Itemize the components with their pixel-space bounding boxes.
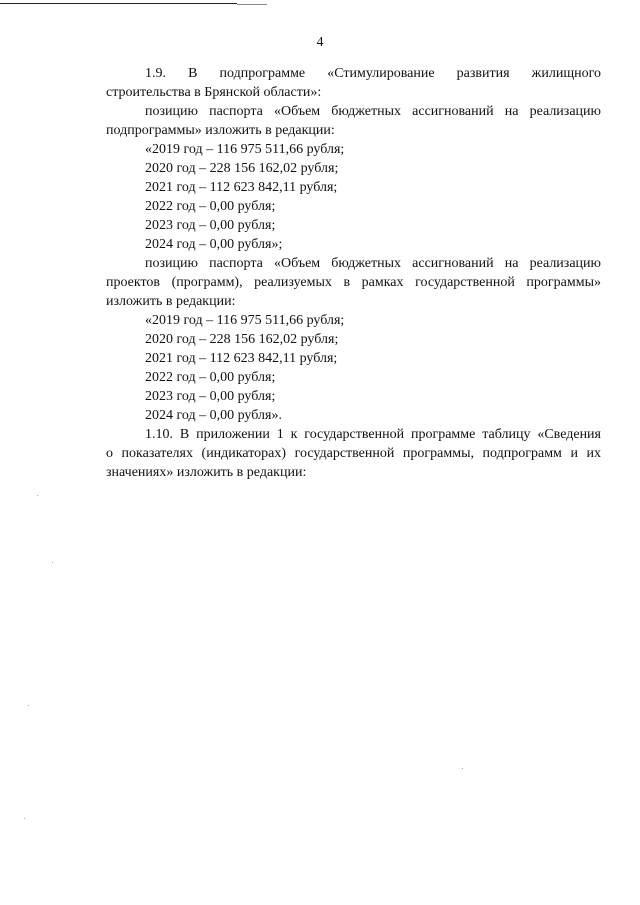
year-line-2-2019: «2019 год – 116 975 511,66 рубля; [145,313,345,328]
passport-item-1: позицию паспорта «Объем бюджетных ассигнований на реализацию [145,104,601,119]
section-1-10-line-3: значениях» изложить в редакции: [106,465,307,480]
section-1-9-intro: 1.9. В подпрограмме «Стимулирование развития жилищного [145,66,601,81]
section-1-10-line-2: о показателях (индикаторах) государственной программы, подпрограмм и их [106,446,601,461]
year-line-2-2024: 2024 год – 0,00 рубля». [145,408,282,423]
year-line-1-2019: «2019 год – 116 975 511,66 рубля; [145,142,345,157]
passport-item-2: позицию паспорта «Объем бюджетных ассигнований на реализацию [145,256,601,271]
year-line-1-2023: 2023 год – 0,00 рубля; [145,218,276,233]
year-line-2-2021: 2021 год – 112 623 842,11 рубля; [145,351,338,366]
scan-speck [37,495,38,496]
year-line-1-2020: 2020 год – 228 156 162,02 рубля; [145,161,339,176]
passport-item-2-second: проектов (программ), реализуемых в рамках государственной программы» [106,275,601,290]
section-1-9-intro-cont: строительства в Брянской области»: [106,85,322,100]
top-border-line [0,3,237,4]
scan-speck [462,768,463,769]
section-1-10-line-1: 1.10. В приложении 1 к государственной программе таблицу «Сведения [145,427,601,442]
page-number: 4 [316,35,324,50]
scan-speck [28,705,29,706]
top-border-line-tail [237,4,267,5]
year-line-1-2024: 2024 год – 0,00 рубля»; [145,237,283,252]
scan-speck [52,562,53,563]
passport-item-2-cont: изложить в редакции: [106,294,236,309]
passport-item-1-cont: подпрограммы» изложить в редакции: [106,123,335,138]
scan-speck [24,818,25,819]
year-line-2-2022: 2022 год – 0,00 рубля; [145,370,276,385]
year-line-1-2022: 2022 год – 0,00 рубля; [145,199,276,214]
year-line-2-2023: 2023 год – 0,00 рубля; [145,389,276,404]
year-line-2-2020: 2020 год – 228 156 162,02 рубля; [145,332,339,347]
document-body [106,64,601,482]
year-line-1-2021: 2021 год – 112 623 842,11 рубля; [145,180,338,195]
